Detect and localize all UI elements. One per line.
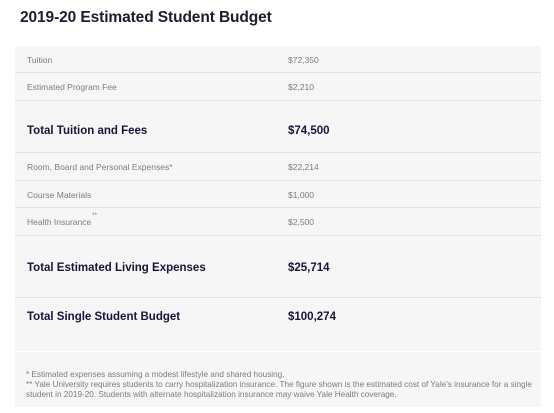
- row-label: Room, Board and Personal Expenses*: [27, 162, 173, 172]
- row-label: Estimated Program Fee: [27, 82, 117, 92]
- row-value: $2,210: [288, 82, 314, 92]
- table-row-room-board: [15, 153, 541, 181]
- row-label: Total Single Student Budget: [27, 311, 181, 323]
- row-value: $2,500: [288, 217, 314, 227]
- row-value: $74,500: [288, 125, 330, 137]
- row-value: $1,000: [288, 190, 314, 200]
- row-value: $72,350: [288, 55, 319, 65]
- table-row-course-materials: [15, 181, 541, 208]
- footnote-marker: **: [92, 213, 97, 219]
- table-row-total-tuition: [15, 101, 541, 153]
- row-label-text: Health Insurance: [27, 217, 92, 227]
- row-value: $100,274: [288, 311, 336, 323]
- row-value: $25,714: [288, 262, 330, 274]
- row-label: Total Tuition and Fees: [27, 125, 148, 137]
- footnote-1: * Estimated expenses assuming a modest lifestyle and shared housing.: [26, 370, 285, 379]
- budget-table: [15, 46, 541, 351]
- row-label: Tuition: [27, 55, 53, 65]
- footnote-2: ** Yale University requires students to carry hospitalization insurance. The figure shown is the estimated cost of Yale's insurance for a single student in 2019-20. Students with alternate hospitalization insurance may waive Yale Health coverage.: [26, 380, 532, 399]
- table-row-tuition: [15, 46, 541, 73]
- table-row-program-fee: [15, 73, 541, 101]
- page-title: 2019-20 Estimated Student Budget: [20, 9, 272, 26]
- row-label: Total Estimated Living Expenses: [27, 262, 206, 274]
- table-row-health-insurance: [15, 208, 541, 236]
- row-label: Course Materials: [27, 190, 92, 200]
- row-value: $22,214: [288, 162, 319, 172]
- row-label: [27, 213, 97, 227]
- table-row-total-living: [15, 236, 541, 298]
- table-row-total-budget: [15, 298, 541, 351]
- footnotes: [15, 352, 541, 407]
